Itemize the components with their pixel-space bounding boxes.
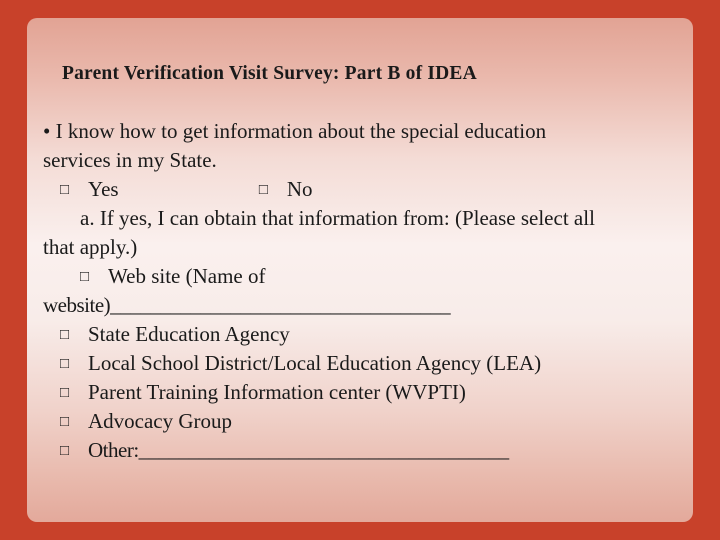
followup-line-1 — [43, 204, 688, 233]
option-parent-training-center — [43, 378, 688, 407]
other-checkbox-icon[interactable]: □ — [60, 443, 70, 459]
web-option-line-1 — [43, 262, 688, 291]
no-label: No — [286, 177, 313, 201]
yes-checkbox-icon[interactable]: □ — [60, 182, 70, 198]
advocacy-checkbox-icon[interactable]: □ — [60, 414, 70, 430]
option-label: State Education Agency — [88, 322, 290, 346]
followup-text-2: that apply.) — [43, 235, 138, 259]
question-text-1: I know how to get information about the special education — [55, 119, 547, 143]
survey-body — [43, 117, 688, 465]
other-blank[interactable]: Other:_____________________________________ — [88, 438, 509, 462]
no-checkbox-icon[interactable]: □ — [258, 182, 268, 198]
slide-panel — [27, 18, 693, 522]
question-text-2: services in my State. — [43, 148, 217, 172]
followup-line-2 — [43, 233, 688, 262]
yes-no-row — [43, 175, 688, 204]
web-option-line-2 — [43, 291, 688, 320]
state-agency-checkbox-icon[interactable]: □ — [60, 327, 70, 343]
option-label: Local School District/Local Education Agency (LEA) — [88, 351, 542, 375]
website-name-blank[interactable]: website)__________________________________ — [43, 293, 451, 317]
survey-title: Parent Verification Visit Survey: Part B of IDEA — [62, 63, 477, 84]
web-site-label: Web site (Name of — [108, 264, 266, 288]
question-line-1 — [43, 117, 688, 146]
wvpti-checkbox-icon[interactable]: □ — [60, 385, 70, 401]
question-line-2 — [43, 146, 688, 175]
yes-label: Yes — [88, 177, 119, 201]
followup-text-1: a. If yes, I can obtain that information from: (Please select all — [80, 206, 595, 230]
option-label: Parent Training Information center (WVPTI) — [88, 380, 466, 404]
web-site-checkbox-icon[interactable]: □ — [80, 269, 90, 285]
lea-checkbox-icon[interactable]: □ — [60, 356, 70, 372]
option-state-education-agency — [43, 320, 688, 349]
bullet-icon: • — [43, 119, 51, 143]
option-local-school-district — [43, 349, 688, 378]
option-label: Advocacy Group — [88, 409, 233, 433]
option-advocacy-group — [43, 407, 688, 436]
option-other — [43, 436, 688, 465]
